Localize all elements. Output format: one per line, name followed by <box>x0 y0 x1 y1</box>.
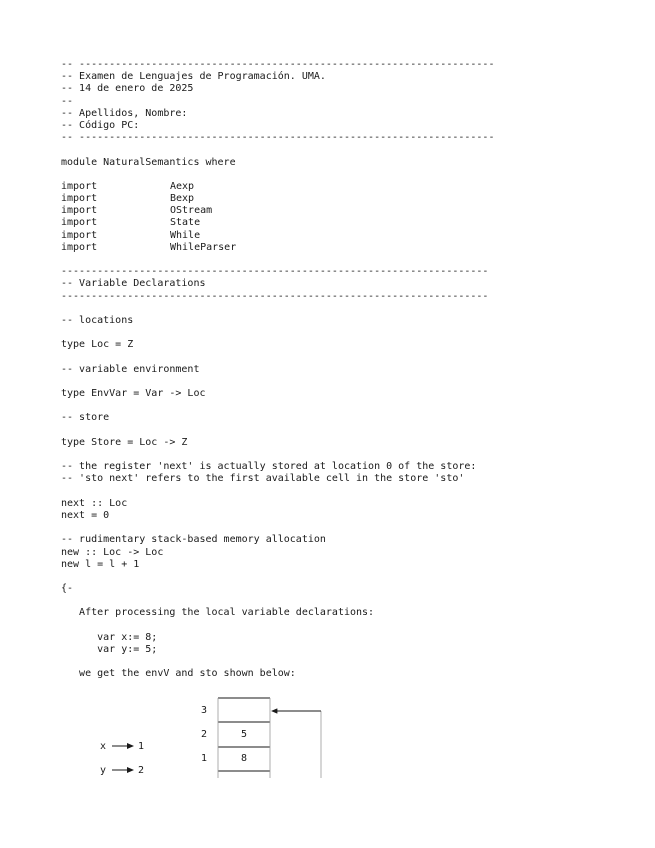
store-index-2: 2 <box>201 729 208 740</box>
env-var-y: y <box>100 765 107 776</box>
after-processing-text: After processing the local variable declarations: <box>61 607 375 619</box>
next-definition: next = 0 <box>61 509 110 521</box>
type-envvar: type EnvVar = Var -> Loc <box>61 388 206 400</box>
store-index-1: 1 <box>201 753 208 764</box>
env-var-x: x <box>100 741 107 752</box>
blank-comment: -- <box>61 95 74 107</box>
env-loc-x: 1 <box>138 741 145 752</box>
store-index-3: 3 <box>201 705 208 716</box>
section-rule: ----------------------------------------------------------------------- <box>61 266 489 278</box>
block-comment-open: {- <box>61 583 74 595</box>
register-comment: -- 'sto next' refers to the first available cell in the store 'sto' <box>61 473 465 485</box>
pc-field: -- Código PC: <box>61 119 140 131</box>
name-field: -- Apellidos, Nombre: <box>61 107 188 119</box>
import-line: import State <box>61 217 201 229</box>
store-value-2: 5 <box>241 729 248 740</box>
exam-title: -- Examen de Lenguajes de Programación. UMA. <box>61 71 326 83</box>
var-x-declaration: var x:= 8; <box>61 631 158 643</box>
type-store: type Store = Loc -> Z <box>61 436 188 448</box>
import-line: import Aexp <box>61 180 195 192</box>
import-line: import While <box>61 229 201 241</box>
section-title: -- Variable Declarations <box>61 278 206 290</box>
locations-comment: -- locations <box>61 314 134 326</box>
register-comment: -- the register 'next' is actually stored at location 0 of the store: <box>61 461 477 473</box>
next-signature: next :: Loc <box>61 497 128 509</box>
store-value-1: 8 <box>241 753 248 764</box>
type-loc: type Loc = Z <box>61 339 134 351</box>
new-signature: new :: Loc -> Loc <box>61 546 164 558</box>
var-y-declaration: var y:= 5; <box>61 644 158 655</box>
section-rule-bottom: ----------------------------------------------------------------------- <box>61 290 489 302</box>
module-declaration: module NaturalSemantics where <box>61 156 236 168</box>
store-cells <box>218 698 270 771</box>
exam-date: -- 14 de enero de 2025 <box>61 83 194 95</box>
env-comment: -- variable environment <box>61 363 200 375</box>
alloc-comment: -- rudimentary stack-based memory allocation <box>61 534 326 546</box>
new-definition: new l = l + 1 <box>61 558 140 570</box>
env-loc-y: 2 <box>138 765 145 776</box>
source-code-listing <box>61 59 621 681</box>
header-rule: -- --------------------------------------------------------------------- <box>61 59 495 70</box>
result-text: we get the envV and sto shown below: <box>61 668 296 680</box>
import-line: import WhileParser <box>61 241 237 253</box>
import-line: import OStream <box>61 205 213 217</box>
header-rule-bottom: -- --------------------------------------------------------------------- <box>61 132 495 144</box>
store-comment: -- store <box>61 412 110 424</box>
store-side-lines <box>218 698 321 778</box>
import-line: import Bexp <box>61 193 195 205</box>
